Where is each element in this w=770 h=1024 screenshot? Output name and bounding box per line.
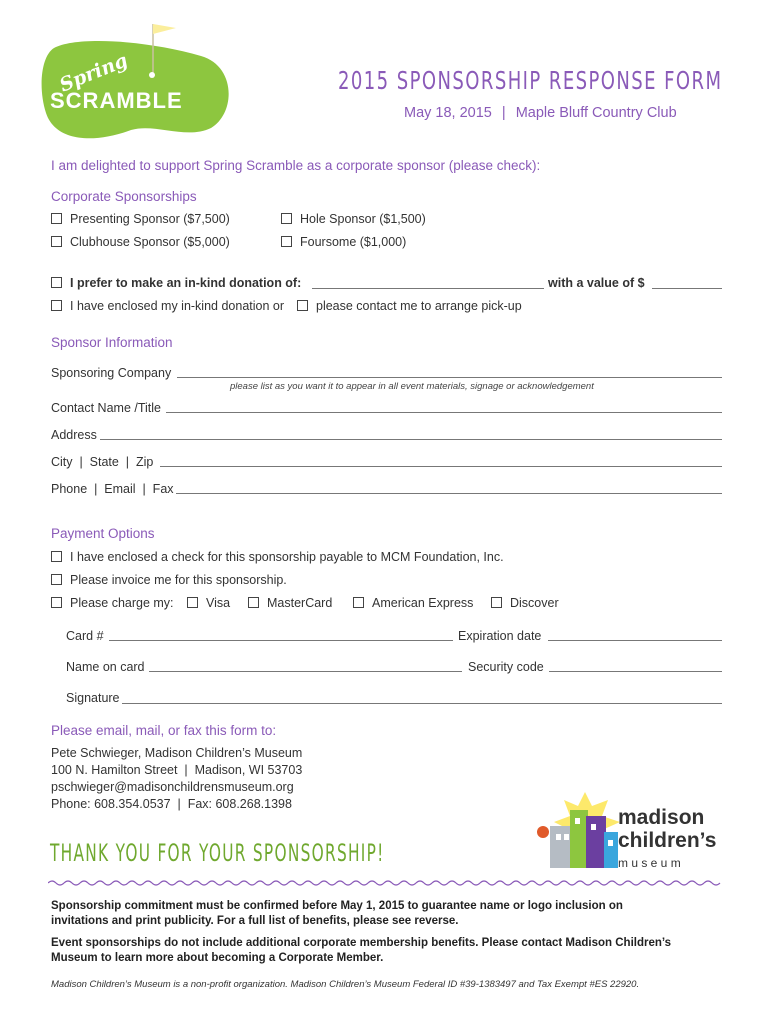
contact-address-line: 100 N. Hamilton Street | Madison, WI 53703 — [51, 763, 303, 777]
museum-logo-line2: children’s — [618, 829, 717, 852]
expiration-label: Expiration date — [458, 629, 542, 643]
phone-email-fax-field[interactable] — [176, 493, 722, 494]
contact-phone-line: Phone: 608.354.0537 | Fax: 608.268.1398 — [51, 797, 292, 811]
inkind-checkbox[interactable] — [51, 277, 62, 288]
company-label: Sponsoring Company — [51, 366, 172, 380]
sponsor-info-heading: Sponsor Information — [51, 335, 173, 350]
contact-email-line: pschwieger@madisonchildrensmuseum.org — [51, 780, 294, 794]
inkind-value-label: with a value of $ — [548, 276, 645, 290]
corporate-heading: Corporate Sponsorships — [51, 189, 197, 204]
inkind-enclosed-checkbox[interactable] — [51, 300, 62, 311]
clubhouse-sponsor-checkbox[interactable] — [51, 236, 62, 247]
hole-sponsor-label: Hole Sponsor ($1,500) — [300, 212, 426, 226]
clubhouse-sponsor-label: Clubhouse Sponsor ($5,000) — [70, 235, 230, 249]
commitment-note: Sponsorship commitment must be confirmed before May 1, 2015 to guarantee name or logo inclusion on invitations and print publicity. For a full list of benefits, please see reverse. — [51, 900, 623, 927]
discover-checkbox[interactable] — [491, 597, 502, 608]
name-on-card-label: Name on card — [66, 660, 145, 674]
presenting-sponsor-label: Presenting Sponsor ($7,500) — [70, 212, 230, 226]
address-label: Address — [51, 428, 97, 442]
signature-field[interactable] — [122, 703, 722, 704]
invoice-label: Please invoice me for this sponsorship. — [70, 573, 287, 587]
event-date-line — [404, 105, 677, 121]
discover-label: Discover — [510, 596, 559, 610]
charge-checkbox[interactable] — [51, 597, 62, 608]
charge-label: Please charge my: — [70, 596, 174, 610]
visa-label: Visa — [206, 596, 231, 610]
expiration-field[interactable] — [548, 640, 722, 641]
museum-logo — [530, 786, 730, 876]
security-code-label: Security code — [468, 660, 544, 674]
invoice-checkbox[interactable] — [51, 574, 62, 585]
wavy-divider — [48, 878, 724, 888]
amex-label: American Express — [372, 596, 474, 610]
company-field[interactable] — [177, 377, 722, 378]
mastercard-label: MasterCard — [267, 596, 333, 610]
event-venue: Maple Bluff Country Club — [515, 105, 677, 121]
footer-text: Madison Children’s Museum is a non-profit organization. Madison Children’s Museum Federal ID #39-1383497 and Tax Exempt #ES 22920. — [51, 979, 640, 990]
security-code-field[interactable] — [549, 671, 722, 672]
inkind-enclosed-label: I have enclosed my in-kind donation or — [70, 299, 285, 313]
contact-name-field[interactable] — [166, 412, 722, 413]
museum-logo-buildings-graphic — [530, 786, 625, 876]
date-separator: | — [501, 105, 506, 121]
inkind-pickup-label: please contact me to arrange pick-up — [316, 299, 522, 313]
mastercard-checkbox[interactable] — [248, 597, 259, 608]
hole-sponsor-checkbox[interactable] — [281, 213, 292, 224]
city-state-zip-field[interactable] — [160, 466, 722, 467]
payment-heading: Payment Options — [51, 526, 155, 541]
page-title: 2015 SPONSORSHIP RESPONSE FORM — [338, 66, 723, 95]
foursome-label: Foursome ($1,000) — [300, 235, 407, 249]
museum-logo-line1: madison — [618, 806, 705, 829]
inkind-value-field[interactable] — [652, 288, 722, 289]
contact-heading: Please email, mail, or fax this form to: — [51, 723, 277, 738]
amex-checkbox[interactable] — [353, 597, 364, 608]
contact-name-label: Contact Name /Title — [51, 401, 161, 415]
museum-logo-line3: m u s e u m — [618, 856, 681, 870]
inkind-donation-field[interactable] — [312, 288, 544, 289]
phone-email-fax-label: Phone | Email | Fax — [51, 482, 174, 496]
card-number-label: Card # — [66, 629, 104, 643]
intro-text: I am delighted to support Spring Scramble as a corporate sponsor (please check): — [51, 158, 541, 173]
signature-label: Signature — [66, 691, 120, 705]
thank-you-banner: THANK YOU FOR YOUR SPONSORSHIP! — [50, 839, 385, 867]
card-number-field[interactable] — [109, 640, 453, 641]
spring-scramble-logo — [36, 18, 236, 153]
check-enclosed-label: I have enclosed a check for this sponsorship payable to MCM Foundation, Inc. — [70, 550, 504, 564]
contact-name-line: Pete Schwieger, Madison Children’s Museum — [51, 746, 303, 760]
check-enclosed-checkbox[interactable] — [51, 551, 62, 562]
presenting-sponsor-checkbox[interactable] — [51, 213, 62, 224]
foursome-checkbox[interactable] — [281, 236, 292, 247]
membership-note: Event sponsorships do not include additional corporate membership benefits. Please contact Madison Children’s Museum to learn more about becoming a Corporate Member. — [51, 937, 672, 964]
logo-script-text: Spring — [56, 49, 131, 97]
logo-main-text: SCRAMBLE — [50, 88, 183, 113]
address-field[interactable] — [100, 439, 722, 440]
city-state-zip-label: City | State | Zip — [51, 455, 154, 469]
visa-checkbox[interactable] — [187, 597, 198, 608]
inkind-prefer-label: I prefer to make an in-kind donation of: — [70, 276, 302, 290]
inkind-pickup-checkbox[interactable] — [297, 300, 308, 311]
company-hint: please list as you want it to appear in all event materials, signage or acknowledgement — [230, 381, 594, 392]
event-date: May 18, 2015 — [404, 105, 492, 121]
name-on-card-field[interactable] — [149, 671, 462, 672]
